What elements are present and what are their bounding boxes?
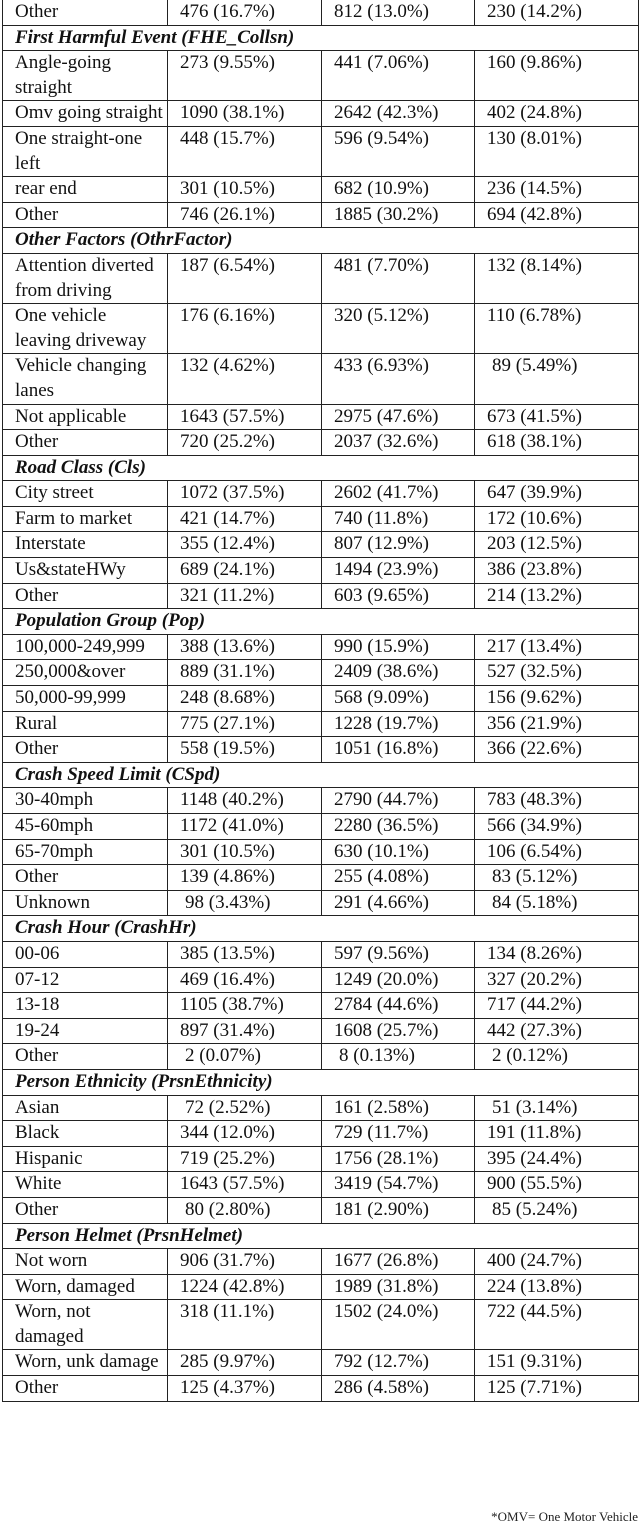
cell-group-2: 1608 (25.7%)	[322, 1018, 475, 1044]
cell-group-3: 203 (12.5%)	[475, 532, 639, 558]
row-label: Worn, not damaged	[3, 1300, 168, 1350]
footnote: *OMV= One Motor Vehicle	[491, 1509, 638, 1524]
cell-group-3: 366 (22.6%)	[475, 737, 639, 763]
cell-group-2: 1228 (19.7%)	[322, 711, 475, 737]
table-row	[3, 1146, 639, 1172]
row-label: Other	[3, 1197, 168, 1223]
cell-group-1: 176 (6.16%)	[168, 304, 322, 354]
table-row	[3, 1018, 639, 1044]
cell-group-2: 161 (2.58%)	[322, 1095, 475, 1121]
cell-group-3: 89 (5.49%)	[475, 354, 639, 404]
cell-group-1: 689 (24.1%)	[168, 558, 322, 584]
cell-group-3: 151 (9.31%)	[475, 1350, 639, 1376]
crash-statistics-table	[2, 0, 639, 1402]
cell-group-3: 230 (14.2%)	[475, 0, 639, 25]
cell-group-2: 682 (10.9%)	[322, 177, 475, 203]
cell-group-3: 84 (5.18%)	[475, 890, 639, 916]
cell-group-3: 132 (8.14%)	[475, 253, 639, 303]
table-row	[3, 660, 639, 686]
cell-group-2: 603 (9.65%)	[322, 583, 475, 609]
cell-group-2: 2975 (47.6%)	[322, 404, 475, 430]
table-row	[3, 1249, 639, 1275]
section-title: Crash Speed Limit (CSpd)	[3, 762, 639, 788]
row-label: Other	[3, 1044, 168, 1070]
cell-group-1: 1643 (57.5%)	[168, 1172, 322, 1198]
cell-group-2: 807 (12.9%)	[322, 532, 475, 558]
cell-group-2: 2790 (44.7%)	[322, 788, 475, 814]
cell-group-2: 2784 (44.6%)	[322, 993, 475, 1019]
table-row	[3, 1274, 639, 1300]
row-label: Other	[3, 1376, 168, 1402]
cell-group-3: 402 (24.8%)	[475, 101, 639, 127]
cell-group-2: 255 (4.08%)	[322, 865, 475, 891]
cell-group-2: 3419 (54.7%)	[322, 1172, 475, 1198]
row-label: Asian	[3, 1095, 168, 1121]
row-label: Farm to market	[3, 506, 168, 532]
row-label: Other	[3, 583, 168, 609]
cell-group-3: 106 (6.54%)	[475, 839, 639, 865]
cell-group-3: 125 (7.71%)	[475, 1376, 639, 1402]
cell-group-2: 441 (7.06%)	[322, 51, 475, 101]
section-header-row	[3, 609, 639, 635]
table-row	[3, 711, 639, 737]
cell-group-2: 1677 (26.8%)	[322, 1249, 475, 1275]
row-label: 19-24	[3, 1018, 168, 1044]
cell-group-2: 320 (5.12%)	[322, 304, 475, 354]
cell-group-2: 1989 (31.8%)	[322, 1274, 475, 1300]
cell-group-2: 2037 (32.6%)	[322, 430, 475, 456]
cell-group-2: 792 (12.7%)	[322, 1350, 475, 1376]
row-label: Omv going straight	[3, 101, 168, 127]
cell-group-2: 1051 (16.8%)	[322, 737, 475, 763]
cell-group-1: 421 (14.7%)	[168, 506, 322, 532]
section-title: Person Helmet (PrsnHelmet)	[3, 1223, 639, 1249]
table-row	[3, 634, 639, 660]
cell-group-1: 448 (15.7%)	[168, 126, 322, 176]
table-row	[3, 1300, 639, 1350]
table-row	[3, 1172, 639, 1198]
cell-group-3: 172 (10.6%)	[475, 506, 639, 532]
cell-group-1: 897 (31.4%)	[168, 1018, 322, 1044]
cell-group-1: 98 (3.43%)	[168, 890, 322, 916]
cell-group-1: 318 (11.1%)	[168, 1300, 322, 1350]
row-label: Other	[3, 737, 168, 763]
table-row	[3, 993, 639, 1019]
table-row	[3, 532, 639, 558]
table-row	[3, 941, 639, 967]
table-row	[3, 202, 639, 228]
row-label: 100,000-249,999	[3, 634, 168, 660]
table-row	[3, 583, 639, 609]
cell-group-3: 566 (34.9%)	[475, 814, 639, 840]
cell-group-3: 395 (24.4%)	[475, 1146, 639, 1172]
cell-group-2: 2280 (36.5%)	[322, 814, 475, 840]
cell-group-1: 72 (2.52%)	[168, 1095, 322, 1121]
cell-group-1: 889 (31.1%)	[168, 660, 322, 686]
cell-group-3: 647 (39.9%)	[475, 481, 639, 507]
cell-group-1: 1643 (57.5%)	[168, 404, 322, 430]
row-label: 50,000-99,999	[3, 686, 168, 712]
table-row	[3, 967, 639, 993]
cell-group-3: 618 (38.1%)	[475, 430, 639, 456]
cell-group-1: 80 (2.80%)	[168, 1197, 322, 1223]
row-label: Worn, damaged	[3, 1274, 168, 1300]
section-title: Person Ethnicity (PrsnEthnicity)	[3, 1069, 639, 1095]
cell-group-1: 906 (31.7%)	[168, 1249, 322, 1275]
row-label: Other	[3, 0, 168, 25]
row-label: Not worn	[3, 1249, 168, 1275]
table-row	[3, 865, 639, 891]
row-label: Unknown	[3, 890, 168, 916]
row-label: 30-40mph	[3, 788, 168, 814]
cell-group-1: 132 (4.62%)	[168, 354, 322, 404]
cell-group-3: 214 (13.2%)	[475, 583, 639, 609]
row-label: White	[3, 1172, 168, 1198]
row-label: One vehicle leaving driveway	[3, 304, 168, 354]
section-title: Other Factors (OthrFactor)	[3, 228, 639, 254]
cell-group-1: 1105 (38.7%)	[168, 993, 322, 1019]
cell-group-1: 469 (16.4%)	[168, 967, 322, 993]
row-label: City street	[3, 481, 168, 507]
section-header-row	[3, 916, 639, 942]
cell-group-3: 236 (14.5%)	[475, 177, 639, 203]
cell-group-1: 1148 (40.2%)	[168, 788, 322, 814]
cell-group-3: 217 (13.4%)	[475, 634, 639, 660]
cell-group-2: 1756 (28.1%)	[322, 1146, 475, 1172]
cell-group-2: 2409 (38.6%)	[322, 660, 475, 686]
row-label: Other	[3, 865, 168, 891]
cell-group-1: 187 (6.54%)	[168, 253, 322, 303]
row-label: Other	[3, 202, 168, 228]
cell-group-3: 83 (5.12%)	[475, 865, 639, 891]
table-body	[3, 0, 639, 1401]
cell-group-2: 286 (4.58%)	[322, 1376, 475, 1402]
row-label: Other	[3, 430, 168, 456]
cell-group-1: 355 (12.4%)	[168, 532, 322, 558]
row-label: 13-18	[3, 993, 168, 1019]
cell-group-2: 181 (2.90%)	[322, 1197, 475, 1223]
cell-group-3: 224 (13.8%)	[475, 1274, 639, 1300]
table-row	[3, 51, 639, 101]
table-row	[3, 1376, 639, 1402]
section-header-row	[3, 762, 639, 788]
table-row	[3, 0, 639, 25]
cell-group-3: 160 (9.86%)	[475, 51, 639, 101]
cell-group-1: 1090 (38.1%)	[168, 101, 322, 127]
cell-group-3: 673 (41.5%)	[475, 404, 639, 430]
table-row	[3, 1121, 639, 1147]
table-row	[3, 788, 639, 814]
section-header-row	[3, 25, 639, 51]
table-row	[3, 304, 639, 354]
cell-group-3: 191 (11.8%)	[475, 1121, 639, 1147]
cell-group-2: 990 (15.9%)	[322, 634, 475, 660]
cell-group-1: 746 (26.1%)	[168, 202, 322, 228]
table-row	[3, 737, 639, 763]
cell-group-3: 527 (32.5%)	[475, 660, 639, 686]
cell-group-3: 356 (21.9%)	[475, 711, 639, 737]
cell-group-2: 2642 (42.3%)	[322, 101, 475, 127]
section-title: First Harmful Event (FHE_Collsn)	[3, 25, 639, 51]
table-row	[3, 839, 639, 865]
cell-group-3: 130 (8.01%)	[475, 126, 639, 176]
cell-group-2: 291 (4.66%)	[322, 890, 475, 916]
cell-group-2: 597 (9.56%)	[322, 941, 475, 967]
section-title: Population Group (Pop)	[3, 609, 639, 635]
row-label: One straight-one left	[3, 126, 168, 176]
table-row	[3, 126, 639, 176]
cell-group-2: 8 (0.13%)	[322, 1044, 475, 1070]
section-header-row	[3, 455, 639, 481]
row-label: Black	[3, 1121, 168, 1147]
cell-group-2: 433 (6.93%)	[322, 354, 475, 404]
row-label: 65-70mph	[3, 839, 168, 865]
table-row	[3, 558, 639, 584]
cell-group-1: 125 (4.37%)	[168, 1376, 322, 1402]
row-label: rear end	[3, 177, 168, 203]
cell-group-3: 51 (3.14%)	[475, 1095, 639, 1121]
cell-group-3: 134 (8.26%)	[475, 941, 639, 967]
table-row	[3, 354, 639, 404]
table-row	[3, 1095, 639, 1121]
section-header-row	[3, 228, 639, 254]
cell-group-1: 1072 (37.5%)	[168, 481, 322, 507]
row-label: Angle-going straight	[3, 51, 168, 101]
cell-group-1: 248 (8.68%)	[168, 686, 322, 712]
table-row	[3, 481, 639, 507]
cell-group-3: 400 (24.7%)	[475, 1249, 639, 1275]
table-row	[3, 177, 639, 203]
cell-group-2: 481 (7.70%)	[322, 253, 475, 303]
row-label: Rural	[3, 711, 168, 737]
cell-group-1: 558 (19.5%)	[168, 737, 322, 763]
cell-group-1: 476 (16.7%)	[168, 0, 322, 25]
cell-group-2: 1249 (20.0%)	[322, 967, 475, 993]
table-row	[3, 506, 639, 532]
cell-group-3: 2 (0.12%)	[475, 1044, 639, 1070]
table-row	[3, 814, 639, 840]
cell-group-1: 285 (9.97%)	[168, 1350, 322, 1376]
cell-group-2: 630 (10.1%)	[322, 839, 475, 865]
cell-group-3: 156 (9.62%)	[475, 686, 639, 712]
row-label: Vehicle changing lanes	[3, 354, 168, 404]
table-row	[3, 1044, 639, 1070]
cell-group-1: 719 (25.2%)	[168, 1146, 322, 1172]
table-row	[3, 253, 639, 303]
cell-group-1: 273 (9.55%)	[168, 51, 322, 101]
cell-group-1: 775 (27.1%)	[168, 711, 322, 737]
table-row	[3, 404, 639, 430]
cell-group-3: 900 (55.5%)	[475, 1172, 639, 1198]
cell-group-1: 2 (0.07%)	[168, 1044, 322, 1070]
table-row	[3, 890, 639, 916]
cell-group-2: 2602 (41.7%)	[322, 481, 475, 507]
table-row	[3, 101, 639, 127]
cell-group-1: 720 (25.2%)	[168, 430, 322, 456]
cell-group-2: 596 (9.54%)	[322, 126, 475, 176]
cell-group-3: 722 (44.5%)	[475, 1300, 639, 1350]
row-label: Worn, unk damage	[3, 1350, 168, 1376]
table-row	[3, 686, 639, 712]
row-label: 250,000&over	[3, 660, 168, 686]
cell-group-2: 1885 (30.2%)	[322, 202, 475, 228]
cell-group-3: 386 (23.8%)	[475, 558, 639, 584]
section-title: Road Class (Cls)	[3, 455, 639, 481]
cell-group-1: 139 (4.86%)	[168, 865, 322, 891]
cell-group-1: 321 (11.2%)	[168, 583, 322, 609]
cell-group-2: 568 (9.09%)	[322, 686, 475, 712]
row-label: Not applicable	[3, 404, 168, 430]
cell-group-3: 85 (5.24%)	[475, 1197, 639, 1223]
row-label: Attention diverted from driving	[3, 253, 168, 303]
cell-group-1: 388 (13.6%)	[168, 634, 322, 660]
cell-group-2: 1494 (23.9%)	[322, 558, 475, 584]
cell-group-1: 1172 (41.0%)	[168, 814, 322, 840]
section-title: Crash Hour (CrashHr)	[3, 916, 639, 942]
table-row	[3, 430, 639, 456]
cell-group-2: 812 (13.0%)	[322, 0, 475, 25]
row-label: 07-12	[3, 967, 168, 993]
cell-group-1: 301 (10.5%)	[168, 839, 322, 865]
cell-group-3: 783 (48.3%)	[475, 788, 639, 814]
cell-group-1: 385 (13.5%)	[168, 941, 322, 967]
table-row	[3, 1350, 639, 1376]
cell-group-1: 1224 (42.8%)	[168, 1274, 322, 1300]
row-label: Hispanic	[3, 1146, 168, 1172]
row-label: 45-60mph	[3, 814, 168, 840]
section-header-row	[3, 1223, 639, 1249]
cell-group-3: 694 (42.8%)	[475, 202, 639, 228]
row-label: Us&stateHWy	[3, 558, 168, 584]
table-row	[3, 1197, 639, 1223]
row-label: 00-06	[3, 941, 168, 967]
cell-group-2: 729 (11.7%)	[322, 1121, 475, 1147]
cell-group-3: 327 (20.2%)	[475, 967, 639, 993]
cell-group-2: 1502 (24.0%)	[322, 1300, 475, 1350]
cell-group-3: 110 (6.78%)	[475, 304, 639, 354]
cell-group-3: 717 (44.2%)	[475, 993, 639, 1019]
section-header-row	[3, 1069, 639, 1095]
cell-group-1: 344 (12.0%)	[168, 1121, 322, 1147]
cell-group-3: 442 (27.3%)	[475, 1018, 639, 1044]
cell-group-2: 740 (11.8%)	[322, 506, 475, 532]
row-label: Interstate	[3, 532, 168, 558]
cell-group-1: 301 (10.5%)	[168, 177, 322, 203]
